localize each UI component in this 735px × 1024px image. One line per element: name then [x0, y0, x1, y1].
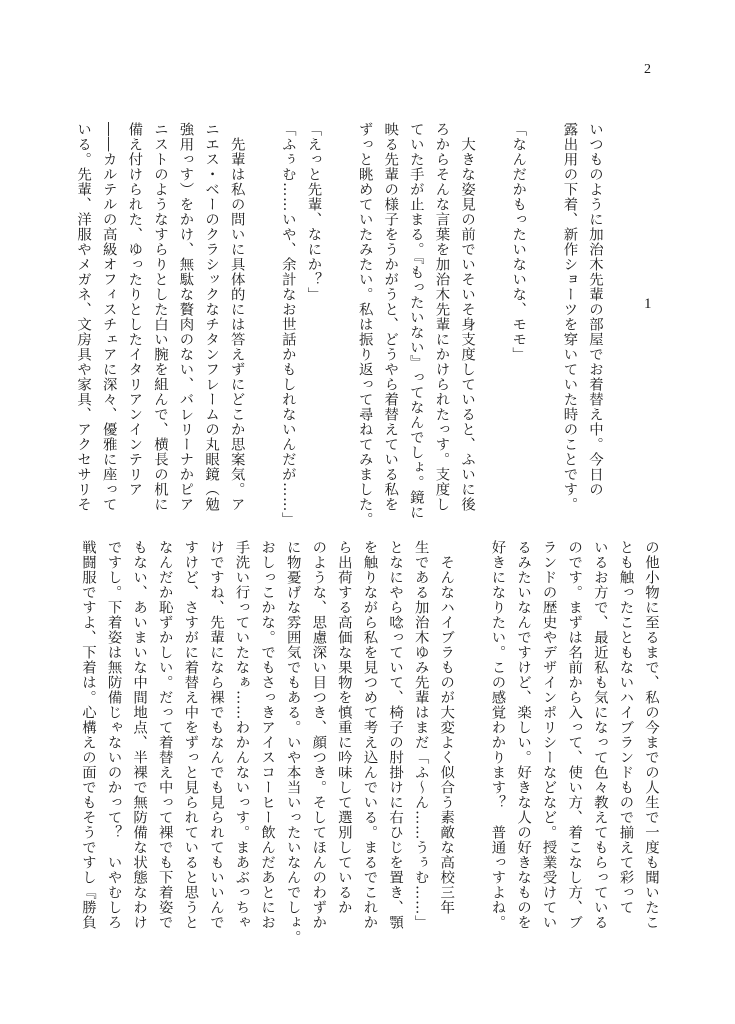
text-line: 露出用の下着、新作ショーツを穿いていた時のことです。 — [561, 122, 578, 512]
text-line: ら出荷する高価な果物を慎重に吟味して選別しているか — [335, 540, 352, 915]
text-line: 先輩は私の問いに具体的には答えずにどこか思案気。ア — [228, 122, 245, 512]
text-line: ニエス・ベーのクラシックなチタンフレームの丸眼鏡（勉 — [203, 122, 220, 512]
chapter-number: 1 — [644, 296, 652, 312]
text-line: 好きになりたい。この感覚わかります？ 普通っすよね。 — [489, 540, 506, 930]
text-line: そんなハイブラものが大変よく似合う素敵な高校三年 — [438, 540, 455, 915]
text-line — [458, 540, 484, 960]
text-line: 強用っす）をかけ、無駄な贅肉のない、バレリーナかピア — [177, 122, 194, 512]
text-line: ランドの歴史やデザインポリシーなどなど。授業受けてい — [540, 540, 557, 930]
text-line: 「なんだかもったいないな、モモ」 — [510, 122, 527, 362]
text-line: いるお方で、最近私も気になって色々教えてもらっている — [591, 540, 608, 930]
text-line: ――カルテルの高級オフィスチェアに深々、優雅に座って — [100, 122, 117, 512]
lower-text-block — [74, 540, 663, 960]
text-line: いつものように加治木先輩の部屋でお着替え中。今日の — [587, 122, 603, 497]
text-line: を触りながら私を見つめて考え込んでいる。まるでこれか — [361, 540, 378, 930]
text-line: 映る先輩の様子をうかがうと、どうやら着替えている私を — [382, 122, 399, 512]
page-number: 2 — [644, 62, 651, 77]
upper-text-block — [70, 122, 607, 527]
text-line: ニストのようなすらりとした白い腕を組んで、横長の机に — [151, 122, 168, 512]
text-line: に物憂げな雰囲気でもある。いや本当いったいなんでしょ。 — [284, 540, 301, 945]
text-line — [249, 122, 275, 524]
text-line: 「ふぅむ……いや、余計なお世話かもしれないんだが……」 — [279, 122, 296, 527]
text-line — [530, 122, 556, 524]
text-line: のような、思慮深い目つき、顔つき。そしてほんのわずか — [310, 540, 327, 930]
text-line — [325, 122, 351, 524]
text-line: もない、あいまいな中間地点、半裸で無防備な状態なわけ — [131, 540, 148, 930]
text-line: 生である加治木ゆみ先輩はまだ「ふ～ん……うぅむ……」 — [412, 540, 429, 930]
text-line: おしっこかな。でもさっきアイスコーヒー飲んだあとにお — [259, 540, 276, 930]
text-line: とも触ったこともないハイブランドもので揃えて彩って — [617, 540, 634, 915]
text-line: るみたいなんですけど、楽しい。好きな人の好きなものを — [515, 540, 532, 930]
text-line: 備え付けられた、ゆったりとしたイタリアンインテリア — [126, 122, 143, 497]
text-line: 大きな姿見の前でいそいそ身支度していると、ふいに後 — [459, 122, 476, 512]
text-line: 手洗い行っていたなぁ……わかんないっす。まあぶっちゃ — [233, 540, 250, 930]
text-line: の他小物に至るまで、私の今までの人生で一度も聞いたこ — [643, 540, 659, 930]
text-line: 「えっと先輩、なにか？」 — [305, 122, 322, 302]
text-line — [479, 122, 505, 524]
text-line: ですし。下着姿は無防備じゃないのかって？ いやむしろ — [105, 540, 122, 930]
text-line: となにやら唸っていて、椅子の肘掛けに右ひじを置き、顎 — [387, 540, 404, 930]
text-line: のです。まずは名前から入って、使い方、着こなし方、ブ — [566, 540, 583, 930]
text-line: ずっと眺めていたみたい。私は振り返って尋ねてみました。 — [356, 122, 373, 527]
text-line: すけど、さすがに着替え中をずっと見られていると思うと — [182, 540, 199, 930]
text-line: けですね、先輩になら裸でもなんでも見られてもいいんで — [207, 540, 224, 930]
text-line: 戦闘服ですよ、下着は。心構えの面でもそうですし『勝負 — [79, 540, 96, 930]
text-line: ていた手が止まる。『もったいない』ってなんでしょ。鏡に — [407, 122, 424, 520]
text-line: なんだか恥ずかしい。だって着替え中って裸でも下着姿で — [156, 540, 173, 930]
text-line: いる。先輩、洋服やメガネ、文房具や家具、アクセサリそ — [75, 122, 92, 512]
text-line: ろからそんな言葉を加治木先輩にかけられたっす。支度し — [433, 122, 450, 512]
